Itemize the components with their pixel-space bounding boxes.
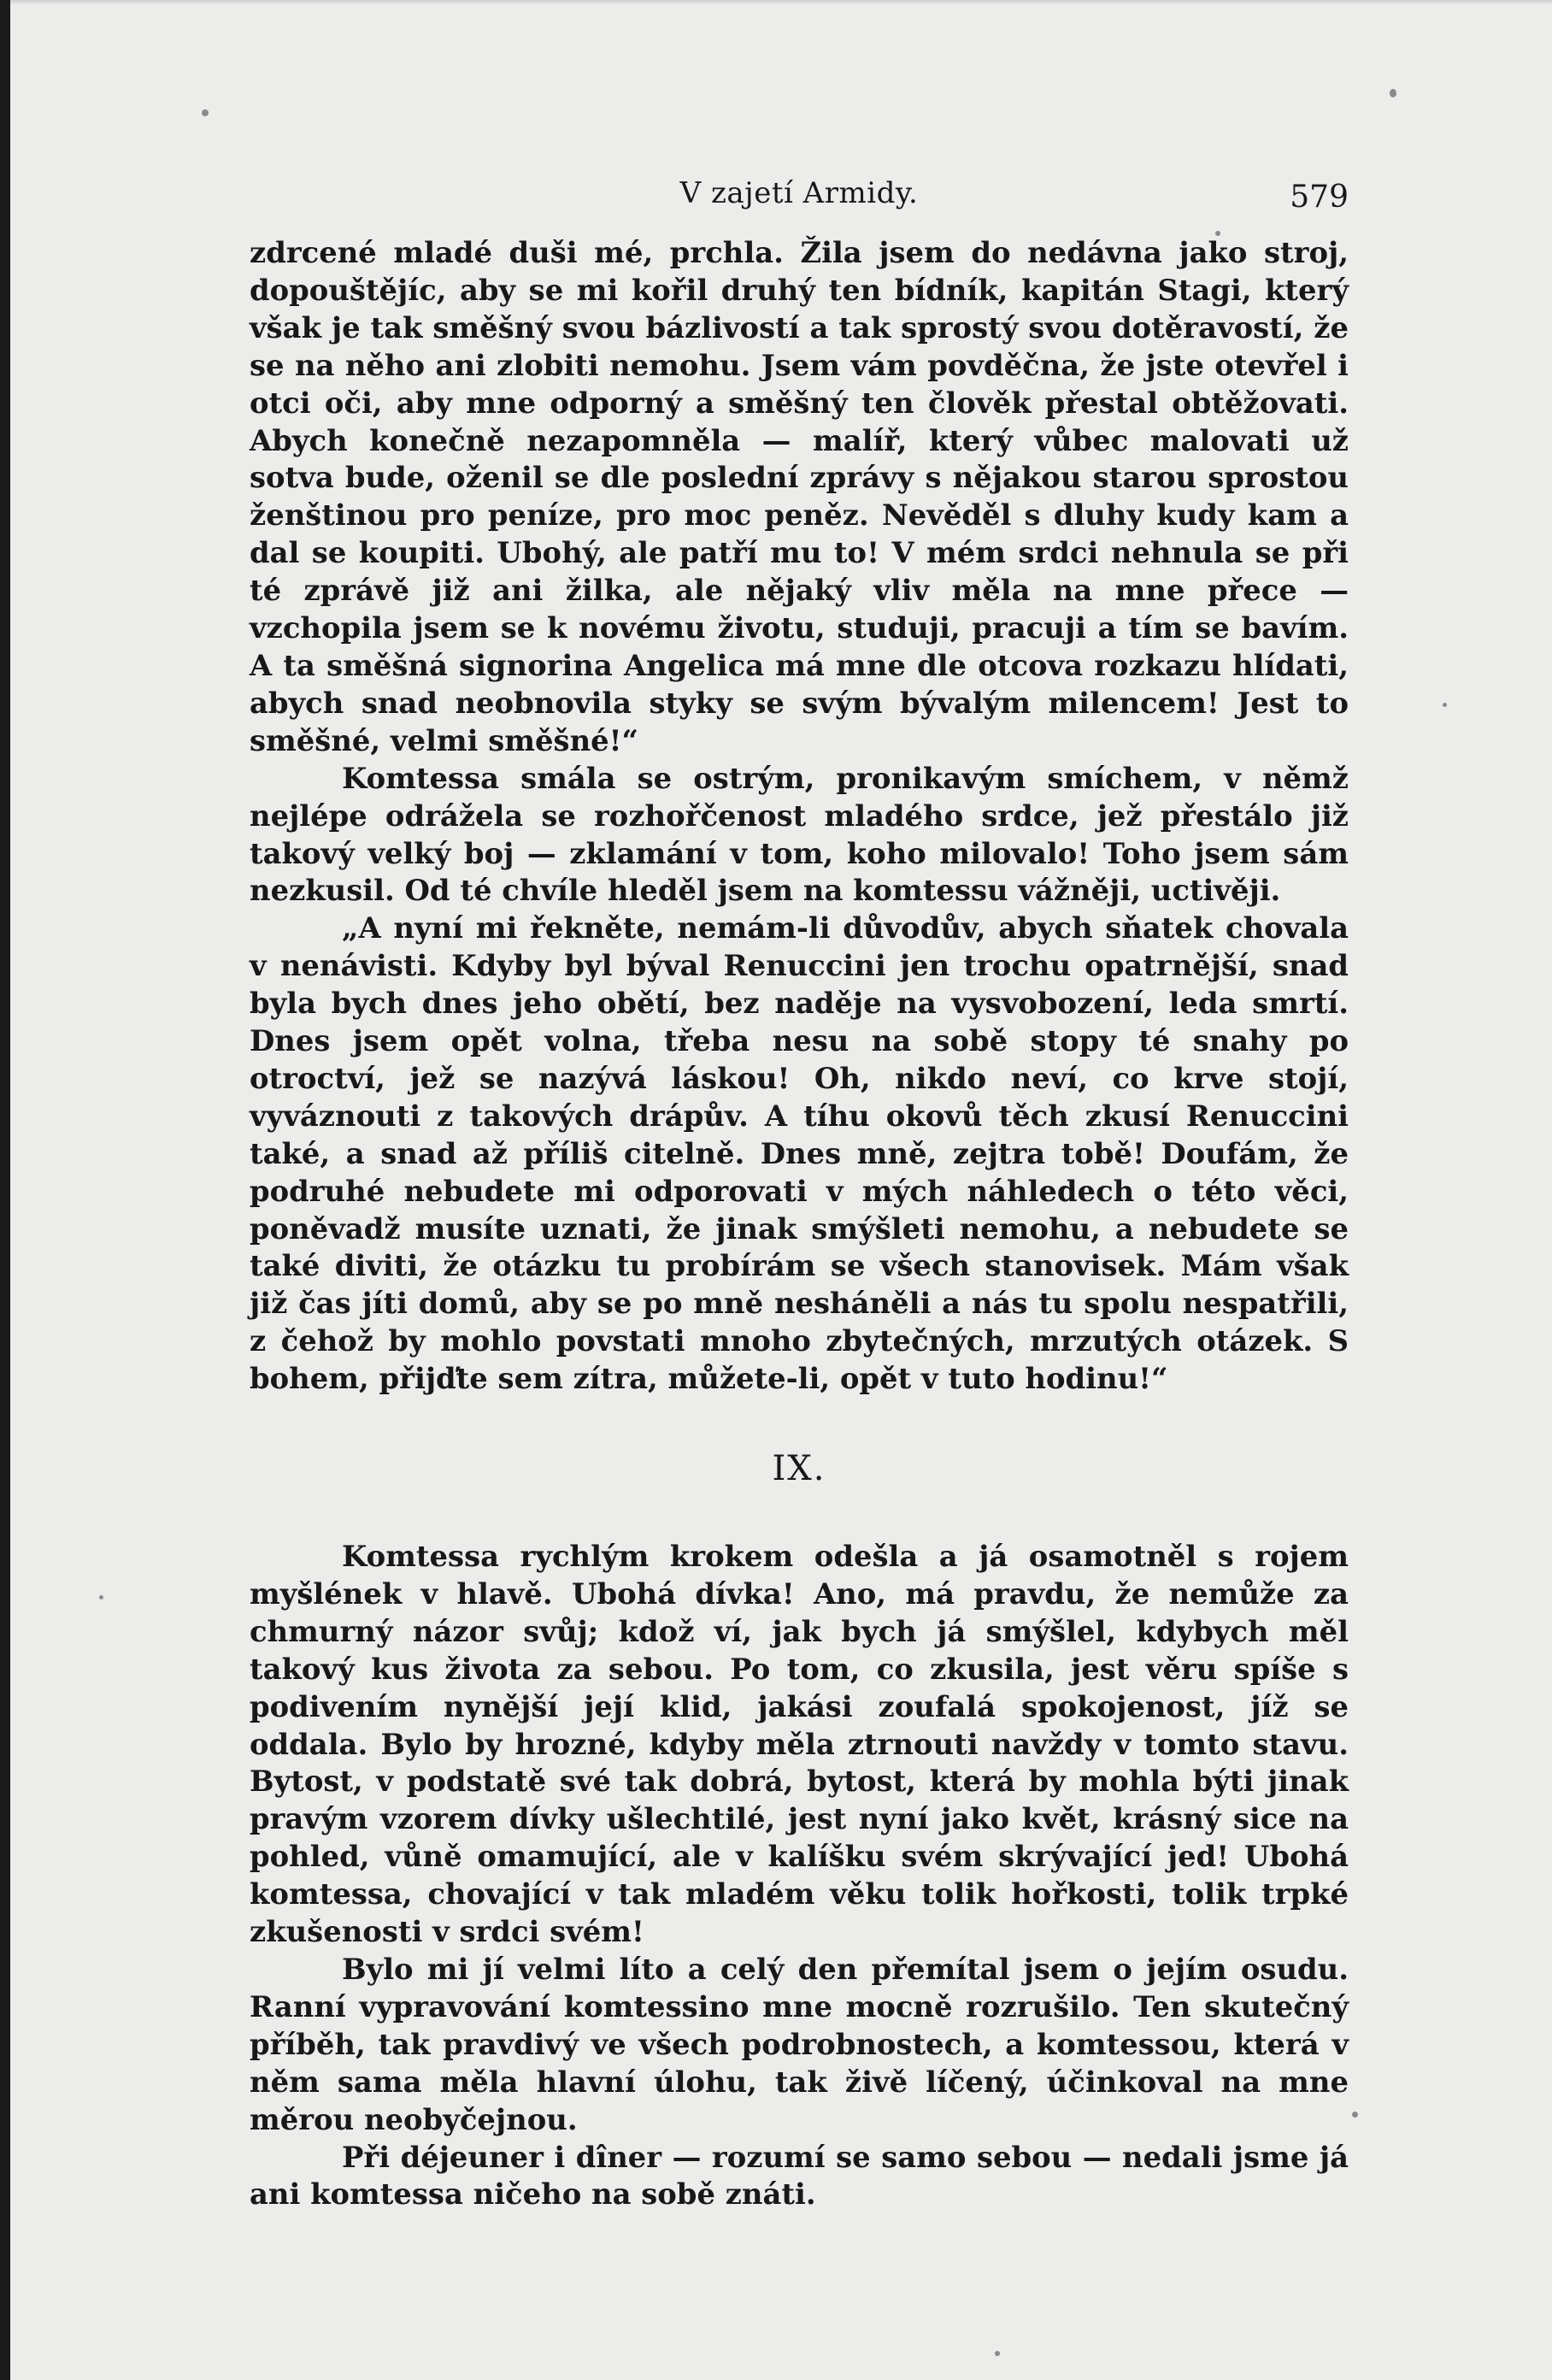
paragraph: „A nyní mi řekněte, nemám-li důvodův, abych sňatek chovala v nenávisti. Kdyby byl býval Renuccini jen trochu opatrnější, snad byla bych dnes jeho obětí, bez naděje na vysvobození, leda smrtí. Dnes jsem opět volna, třeba nesu na sobě stopy té snahy po otroctví, jež se nazývá láskou! Oh, nikdo neví, co krve stojí, vyváznouti z takových drápův. A tíhu okovů těch zkusí Renuccini také, a snad až příliš citelně. Dnes mně, zejtra tobě! Doufám, že podruhé nebudete mi odporovati v mých náhledech o této věci, poněvadž musíte uznati, že jinak smýšleti nemohu, a nebudete se také diviti, že otázku tu probírám se všech stanovisek. Mám však již čas jíti domů, aby se po mně nesháněli a nás tu spolu nespatřili, z čehož by mohlo povstati mnoho zbytečných, mrzutých otázek. S bohem, přijďte sem zítra, můžete-li, opět v tuto hodinu!“ (250, 910, 1349, 1396)
paper-speck (1352, 2112, 1358, 2118)
running-title: V zajetí Armidy. (679, 176, 919, 210)
paragraph: Bylo mi jí velmi líto a celý den přemítal jsem o jejím osudu. Ranní vypravování komtessino mne mocně rozrušilo. Ten skutečný příběh, tak pravdivý ve všech podrobnostech, a komtessou, která v něm sama měla hlavní úlohu, tak živě líčený, účinkoval na mne měrou neobyčejnou. (250, 1951, 1349, 2136)
paper-speck (1390, 89, 1396, 97)
paragraph: Komtessa smála se ostrým, pronikavým smíchem, v němž nejlépe odrážela se rozhořčenost mladého srdce, jež přestálo již takový velký boj — zklamání v tom, koho milovalo! Toho jsem sám nezkusil. Od té chvíle hleděl jsem na komtessu vážněji, uctivěji. (250, 760, 1349, 908)
paper-speck (1443, 703, 1447, 707)
scan-left-edge (0, 0, 10, 2380)
body-text (250, 234, 1349, 2213)
paper-speck (995, 2351, 1000, 2356)
book-page (250, 171, 1349, 2213)
paragraph: Při déjeuner i dîner — rozumí se samo sebou — nedali jsme já ani komtessa ničeho na sobě znáti. (250, 2139, 1349, 2212)
paper-speck (202, 109, 209, 116)
scan-top-edge (0, 0, 1552, 5)
page-header (250, 171, 1349, 222)
paragraph: zdrcené mladé duši mé, prchla. Žila jsem do nedávna jako stroj, dopouštějíc, aby se mi kořil druhý ten bídník, kapitán Stagi, který však je tak směšný svou bázlivostí a tak sprostý svou dotěravostí, že se na něho ani zlobiti nemohu. Jsem vám povděčna, že jste otevřel i otci oči, aby mne odporný a směšný ten člověk přestal obtěžovati. Abych konečně nezapomněla — malíř, který vůbec malovati už sotva bude, oženil se dle poslední zprávy s nějakou starou sprostou ženštinou pro peníze, pro moc peněz. Nevěděl s dluhy kudy kam a dal se koupiti. Ubohý, ale patří mu to! V mém srdci nehnula se při té zprávě již ani žilka, ale nějaký vliv měla na mne přece — vzchopila jsem se k novému životu, studuji, pracuji a tím se bavím. A ta směšná signorina Angelica má mne dle otcova rozkazu hlídati, abych snad neobnovila styky se svým bývalým milencem! Jest to směšné, velmi směšné!“ (250, 235, 1349, 757)
paragraph: Komtessa rychlým krokem odešla a já osamotněl s rojem myšlének v hlavě. Ubohá dívka! Ano, má pravdu, že nemůže za chmurný názor svůj; kdož ví, jak bych já smýšlel, kdybych měl takový kus života za sebou. Po tom, co zkusila, jest věru spíše s podivením nynější její klid, jakási zoufalá spokojenost, jíž se oddala. Bylo by hrozné, kdyby měla ztrnouti navždy v tomto stavu. Bytost, v podstatě své tak dobrá, bytost, která by mohla býti jinak pravým vzorem dívky ušlechtilé, jest nyní jako květ, krásný sice na pohled, vůně omamující, ale v kalíšku svém skrývající jed! Ubohá komtessa, chovající v tak mladém věku tolik hořkosti, tolik trpké zkušenosti v srdci svém! (250, 1539, 1349, 1949)
chapter-heading: IX. (772, 1449, 826, 1489)
paper-speck (99, 1595, 103, 1599)
page-number: 579 (1290, 180, 1349, 215)
